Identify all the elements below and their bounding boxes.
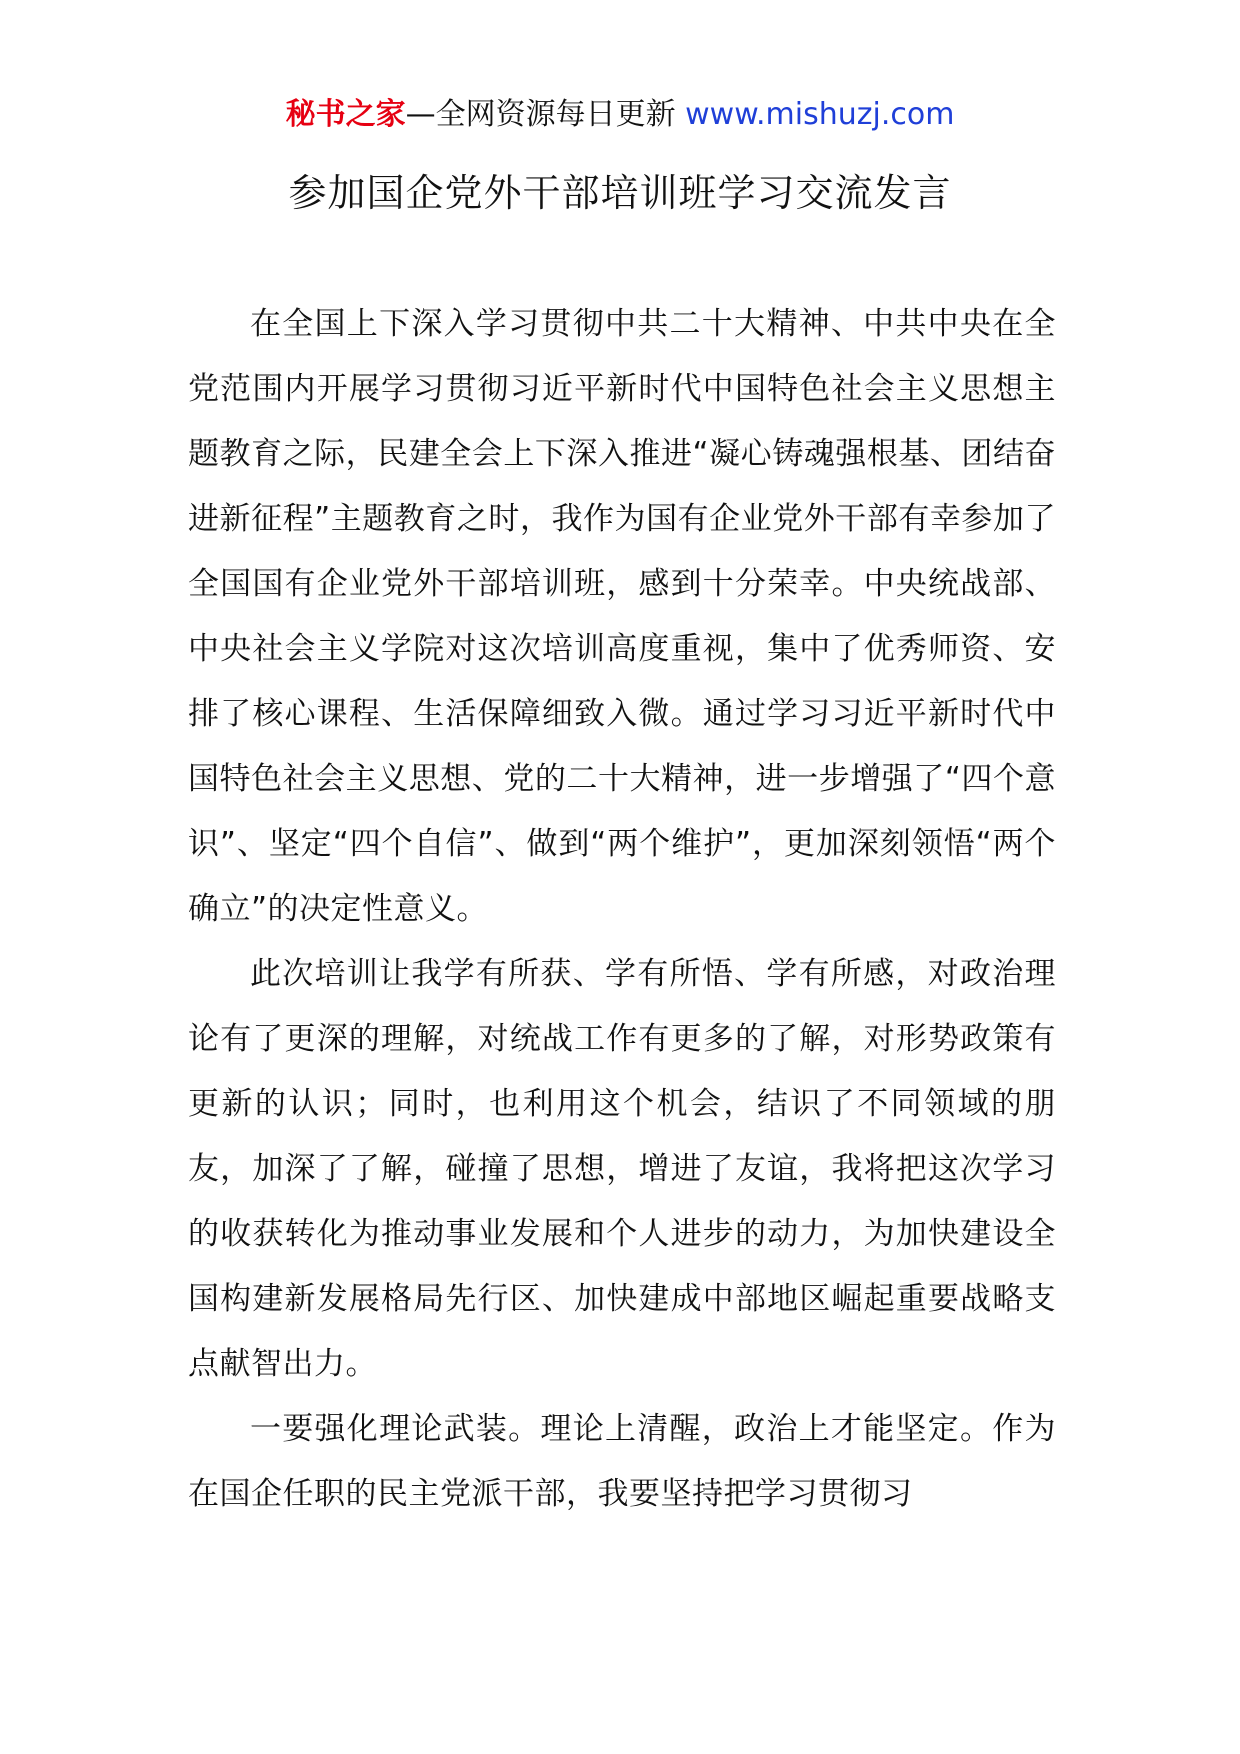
site-url[interactable]: www.mishuzj.com: [685, 97, 955, 132]
document-title: 参加国企党外干部培训班学习交流发言: [288, 171, 952, 215]
site-header: [0, 95, 1240, 135]
paragraph: 此次培训让我学有所获、学有所悟、学有所感，对政治理论有了更深的理解，对统战工作有更多的了解，对形势政策有更新的认识；同时，也利用这个机会，结识了不同领域的朋友，加深了了解，碰撞了思想，增进了友谊，我将把这次学习的收获转化为推动事业发展和个人进步的动力，为加快建设全国构建新发展格局先行区、加快建成中部地区崛起重要战略支点献智出力。: [188, 956, 1056, 1382]
document-body: [188, 292, 1056, 1527]
paragraph: 一要强化理论武装。理论上清醒，政治上才能坚定。作为在国企任职的民主党派干部，我要坚持把学习贯彻习: [188, 1411, 1056, 1512]
brand-name: 秘书之家: [285, 97, 406, 132]
paragraph: 在全国上下深入学习贯彻中共二十大精神、中共中央在全党范围内开展学习贯彻习近平新时代中国特色社会主义思想主题教育之际，民建全会上下深入推进“凝心铸魂强根基、团结奋进新征程”主题教育之时，我作为国有企业党外干部有幸参加了全国国有企业党外干部培训班，感到十分荣幸。中央统战部、中央社会主义学院对这次培训高度重视，集中了优秀师资、安排了核心课程、生活保障细致入微。通过学习习近平新时代中国特色社会主义思想、党的二十大精神，进一步增强了“四个意识”、坚定“四个自信”、做到“两个维护”，更加深刻领悟“两个确立”的决定性意义。: [188, 306, 1056, 927]
slogan: —全网资源每日更新: [405, 97, 676, 132]
